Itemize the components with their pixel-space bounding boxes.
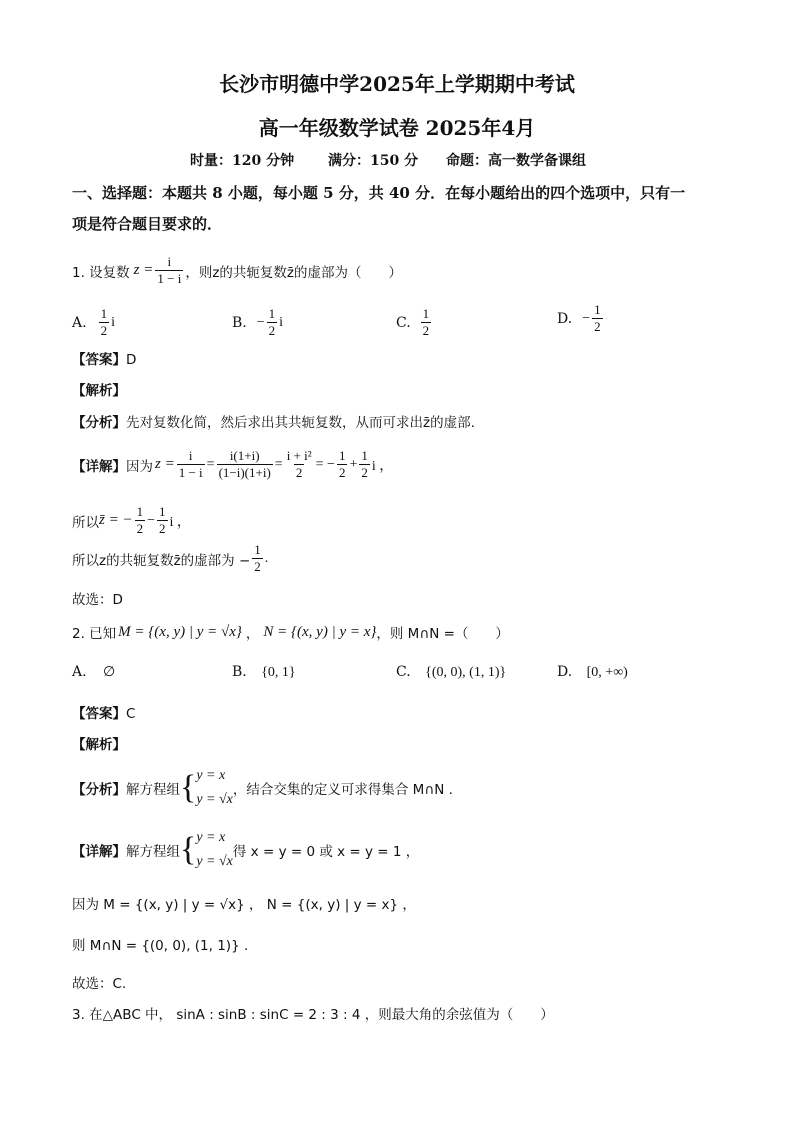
q1-detail-f3 <box>285 448 314 481</box>
q1-detail-tail: i ， <box>371 458 394 474</box>
q1-option-d-den: 2 <box>594 319 601 334</box>
q1-so1-prefix: 所以 <box>72 514 99 531</box>
q2-n-def: N = {(x, y) | y = x} <box>263 623 377 640</box>
q1-option-a <box>72 306 115 339</box>
page-title: 长沙市明德中学2025年上学期期中考试 <box>219 72 575 96</box>
q1-answer-label: 【答案】 <box>72 352 126 368</box>
q1-fraction <box>155 254 183 287</box>
q1-jiexi: 【解析】 <box>72 383 126 399</box>
q1-option-d-frac <box>592 302 603 335</box>
q1-answer <box>72 348 136 368</box>
exam-author: 命题：高一数学备课组 <box>446 153 586 169</box>
q1-analysis <box>72 411 475 431</box>
q2-number: 2. 已知 <box>72 626 117 642</box>
q1-option-d-label: D. <box>557 310 573 327</box>
q1-so1-f1-den: 2 <box>136 521 144 536</box>
q1-option-a-den: 2 <box>100 323 108 338</box>
q1-detail-f5-num: 1 <box>361 448 368 463</box>
q2-option-d-value: [0, +∞) <box>586 665 628 680</box>
q2-option-c <box>396 664 506 681</box>
q2-then: 则 M∩N = {(0, 0), (1, 1)} . <box>72 938 249 954</box>
q1-option-c-num: 1 <box>422 306 430 321</box>
q1-option-b-num: 1 <box>268 306 276 321</box>
q2-detail-system <box>196 826 233 874</box>
q2-option-d-label: D. <box>557 664 573 680</box>
q1-detail-f4-den: 2 <box>338 465 346 480</box>
q2-option-a-label: A. <box>72 664 87 680</box>
q2-detail-pre: 解方程组 <box>126 844 180 860</box>
q1-so1: 所以 z̄ = − $\frac{1}{2}$ − $\frac{1}{2}$ i ， <box>72 504 191 536</box>
q2-option-b-value: {0, 1} <box>261 665 296 680</box>
q1-option-b <box>232 306 283 339</box>
q1-detail-f2-num: i(1+i) <box>229 448 260 463</box>
q2-answer-value: C <box>126 706 136 722</box>
question-2: 2. 已知 M = {(x, y) | y = √x} ， N = {(x, y) | y = x} ，则 M∩N =（ ） <box>72 623 509 642</box>
q2-detail-post: 得 x = y = 0 或 x = y = 1 ， <box>232 844 420 860</box>
q1-so2-den: 2 <box>254 559 261 574</box>
q1-analysis-text: 先对复数化简，然后求出其共轭复数，从而可求出z̄的虚部. <box>126 415 475 431</box>
q2-option-c-label: C. <box>396 664 411 680</box>
q1-so2 <box>72 542 268 575</box>
q1-so2-frac <box>252 542 263 575</box>
q2-detail-eq2: y = √x <box>196 854 233 869</box>
q2-answer-label: 【答案】 <box>72 706 126 722</box>
q1-so1-tail: i ， <box>169 514 191 530</box>
q1-option-c <box>396 306 433 339</box>
q1-so2-text: 所以z的共轭复数z̄的虚部为 − <box>72 552 251 569</box>
q2-detail: 【详解】 解方程组 { y = x y = √x 得 x = y = 0 或 x = y = 1 ， <box>72 826 419 874</box>
q1-detail-label: 【详解】 <box>72 458 126 475</box>
q1-detail-f2 <box>217 448 273 481</box>
q1-detail-f3-den: 2 <box>295 465 303 480</box>
question-3: 3. 在△ABC 中， sinA : sinB : sinC = 2 : 3 : 4 ，则最大角的余弦值为（ ） <box>72 1007 554 1023</box>
exam-score: 满分：150 分 <box>328 153 419 169</box>
q2-option-b <box>232 664 296 681</box>
q1-option-b-frac <box>267 306 278 339</box>
q1-option-d <box>557 302 605 335</box>
q2-analysis-eq1: y = x <box>196 768 226 783</box>
q1-detail-f1 <box>177 448 205 481</box>
q1-detail-f4 <box>337 448 348 481</box>
q1-option-c-label: C. <box>396 314 411 331</box>
q1-so1-f1 <box>135 504 146 537</box>
q2-analysis: 【分析】 解方程组 { y = x y = √x ，结合交集的定义可求得集合 M∩N . <box>72 764 453 812</box>
section-heading-line1: 一、选择题：本题共 8 小题，每小题 5 分，共 40 分．在每小题给出的四个选项中，只有一 <box>72 184 686 202</box>
q1-frac-den: 1 − i <box>157 271 182 286</box>
q1-detail-f3-num: i + i² <box>286 448 312 463</box>
q2-detail-eq1: y = x <box>196 830 226 845</box>
page-subtitle: 高一年级数学试卷 2025年4月 <box>258 116 536 140</box>
exam-time: 时量：120 分钟 <box>190 153 295 169</box>
q1-so1-f2-num: 1 <box>159 504 166 519</box>
q1-detail-f2-den: (1−i)(1+i) <box>218 465 271 480</box>
q1-number: 1. 设复数 <box>72 264 130 281</box>
q2-m-def: M = {(x, y) | y = √x} <box>118 623 242 640</box>
q2-detail-label: 【详解】 <box>72 844 126 860</box>
q1-analysis-label: 【分析】 <box>72 415 126 431</box>
q1-z-eq: z = <box>133 262 154 278</box>
q2-analysis-eq2: y = √x <box>196 792 233 807</box>
q2-answer <box>72 702 135 722</box>
q2-analysis-pre: 解方程组 <box>126 782 180 798</box>
q2-option-a-value: ∅ <box>103 665 116 680</box>
q1-detail-f5 <box>359 448 370 481</box>
q1-so2-num: 1 <box>254 542 261 557</box>
q1-option-c-frac <box>421 306 432 339</box>
q2-choose: 故选：C. <box>72 976 127 992</box>
q2-jiexi: 【解析】 <box>72 737 126 753</box>
q1-detail-f1-num: i <box>188 448 193 463</box>
q1-detail-f1-den: 1 − i <box>178 465 203 480</box>
q1-option-b-den: 2 <box>268 323 276 338</box>
q1-detail-f5-den: 2 <box>361 465 368 480</box>
q1-option-a-suffix: i <box>111 314 115 330</box>
q1-detail: 【详解】 因为 z = $\frac{i}{1 - i}$ = $\frac{i(1+i)}{(1-i)(1+i)}$ = $\frac{\text{i + i²}}{2}$ = − $\frac{1}{2}$ + $\frac{1}{2}$ i ， <box>72 448 394 480</box>
q1-choose: 故选：D <box>72 592 123 608</box>
q1-frac-num: i <box>167 254 172 269</box>
q1-so1-f2 <box>157 504 168 537</box>
q1-detail-f4-num: 1 <box>338 448 346 463</box>
q2-because: 因为 M = {(x, y) | y = √x} ， N = {(x, y) | y = x} ， <box>72 897 416 913</box>
q2-option-c-value: {(0, 0), (1, 1)} <box>425 665 507 680</box>
q1-option-b-label: B. <box>232 314 247 331</box>
q2-analysis-label: 【分析】 <box>72 782 126 798</box>
q2-stem-rest: ，则 M∩N =（ ） <box>376 626 509 642</box>
q1-option-c-den: 2 <box>422 323 430 338</box>
q1-option-a-frac <box>99 306 110 339</box>
q1-answer-value: D <box>126 352 137 368</box>
q2-analysis-post: ，结合交集的定义可求得集合 M∩N . <box>232 782 453 798</box>
q1-detail-prefix: 因为 <box>126 458 153 475</box>
q1-detail-eq: z = <box>155 456 175 472</box>
q1-option-d-num: 1 <box>594 302 601 317</box>
q2-analysis-system <box>196 764 233 812</box>
q2-option-b-label: B. <box>232 664 247 680</box>
q1-so1-f1-num: 1 <box>136 504 144 519</box>
q1-option-b-prefix: − <box>256 314 265 330</box>
q1-option-a-label: A. <box>72 314 87 331</box>
q2-option-d <box>557 664 628 681</box>
q1-so1-eq: z̄ = − <box>99 512 133 528</box>
q2-option-a <box>72 664 115 681</box>
q1-option-d-prefix: − <box>582 310 591 326</box>
question-1 <box>72 254 402 287</box>
q1-option-a-num: 1 <box>100 306 108 321</box>
q1-option-b-suffix: i <box>279 314 284 330</box>
section-heading-line2: 项是符合题目要求的． <box>72 215 223 233</box>
q1-so2-tail: . <box>264 550 269 566</box>
q1-stem-rest: ，则z的共轭复数z̄的虚部为（ ） <box>185 264 403 281</box>
q1-so1-f2-den: 2 <box>159 521 166 536</box>
